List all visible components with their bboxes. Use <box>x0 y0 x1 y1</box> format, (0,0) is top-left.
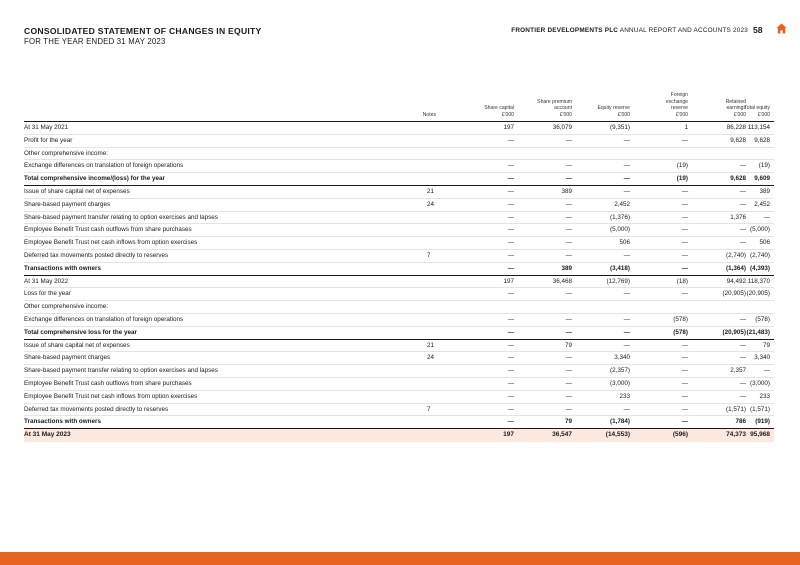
row-value: — <box>507 354 514 362</box>
row-value: — <box>565 200 572 208</box>
row-value: (12,769) <box>606 277 630 285</box>
row-label: Total comprehensive loss for the year <box>24 328 137 336</box>
row-value: — <box>565 379 572 387</box>
row-value: 389 <box>759 187 770 195</box>
table-row <box>24 429 774 442</box>
row-value: — <box>739 162 746 170</box>
row-value: — <box>681 200 688 208</box>
table-row <box>24 199 774 212</box>
row-value: 113,154 <box>747 124 770 131</box>
row-note: 7 <box>427 251 431 259</box>
table-row <box>24 314 774 327</box>
row-value: — <box>739 200 746 208</box>
row-note: 21 <box>427 187 435 195</box>
row-value: — <box>565 392 572 400</box>
table-row <box>24 122 774 135</box>
row-value: — <box>739 392 746 400</box>
table-row <box>24 160 774 173</box>
row-value: (18) <box>676 277 688 285</box>
col-header-line: £'000 <box>757 111 770 118</box>
table-row <box>24 327 774 340</box>
row-value: 2,452 <box>754 200 770 208</box>
col-header-line: Foreign <box>670 92 688 99</box>
row-value: — <box>507 315 514 323</box>
row-label: Total comprehensive income/(loss) for the year <box>24 175 165 183</box>
row-value: — <box>681 418 688 426</box>
row-value: 79 <box>564 341 572 349</box>
row-value: — <box>565 226 572 234</box>
row-value: — <box>739 239 746 247</box>
row-value: — <box>681 187 688 195</box>
row-value: (596) <box>672 431 688 439</box>
row-value: — <box>507 379 514 387</box>
row-value: — <box>739 354 746 362</box>
row-value: — <box>681 239 688 247</box>
row-value: (1,571) <box>750 405 770 413</box>
row-label: Other comprehensive income: <box>24 303 108 311</box>
row-value: — <box>565 290 572 298</box>
row-value: — <box>565 175 572 183</box>
table-row <box>24 237 774 250</box>
row-value: — <box>623 251 630 259</box>
col-header-line: Retained <box>725 98 746 105</box>
table-row <box>24 365 774 378</box>
row-value: 94,492 <box>726 277 746 285</box>
table-row <box>24 378 774 391</box>
row-label: Deferred tax movements posted directly to reserves <box>24 405 169 413</box>
row-value: 36,079 <box>552 124 572 131</box>
row-value: — <box>623 136 630 144</box>
col-header-line: account <box>554 105 572 112</box>
row-label: Employee Benefit Trust cash outflows from share purchases <box>24 379 192 387</box>
row-value: 1 <box>684 124 688 131</box>
table-row <box>24 352 774 365</box>
row-value: 3,340 <box>754 354 770 362</box>
row-value: (20,905) <box>722 290 746 298</box>
row-value: (2,740) <box>750 251 770 259</box>
row-value: — <box>623 187 630 195</box>
row-value: — <box>681 213 688 221</box>
row-label: Loss for the year <box>24 290 71 298</box>
table-row <box>24 224 774 237</box>
row-value: — <box>681 341 688 349</box>
row-value: 9,628 <box>730 136 746 144</box>
row-value: — <box>681 392 688 400</box>
home-icon[interactable] <box>776 23 787 34</box>
row-value: — <box>681 379 688 387</box>
row-value: 118,370 <box>747 277 770 285</box>
row-value: — <box>565 405 572 413</box>
row-note: 7 <box>427 405 431 413</box>
row-label: Issue of share capital net of expenses <box>24 187 130 195</box>
row-value: — <box>623 315 630 323</box>
row-note: 24 <box>427 354 435 362</box>
row-value: — <box>681 405 688 413</box>
row-value: — <box>623 290 630 298</box>
report-running-header <box>511 27 748 34</box>
row-value: — <box>739 341 746 349</box>
row-value: (1,364) <box>726 264 746 272</box>
row-value: — <box>507 418 514 426</box>
row-value: 86,228 <box>726 124 746 131</box>
col-header-fx-reserve <box>630 92 688 118</box>
table-row <box>24 288 774 301</box>
row-value: (919) <box>755 418 770 426</box>
row-value: — <box>623 341 630 349</box>
company-name: FRONTIER DEVELOPMENTS PLC <box>511 27 619 34</box>
row-label: Issue of share capital net of expenses <box>24 341 130 349</box>
col-header-line: Notes <box>422 111 436 118</box>
row-value: — <box>565 213 572 221</box>
row-value: — <box>507 290 514 298</box>
col-header-line: £'000 <box>559 111 572 118</box>
row-value: 74,373 <box>726 431 746 439</box>
row-value: 3,340 <box>614 354 630 362</box>
col-header-total-equity <box>714 105 770 118</box>
row-value: 36,547 <box>552 431 572 439</box>
row-label: Exchange differences on translation of foreign operations <box>24 162 184 170</box>
row-label: Deferred tax movements posted directly to reserves <box>24 251 169 259</box>
row-value: — <box>507 341 514 349</box>
row-label: Transactions with owners <box>24 264 101 272</box>
row-value: 9,628 <box>754 136 770 144</box>
row-value: — <box>681 367 688 375</box>
table-row <box>24 212 774 225</box>
row-value: (2,740) <box>726 251 746 259</box>
table-row <box>24 186 774 199</box>
row-value: 79 <box>564 418 572 426</box>
equity-statement-table <box>24 82 774 442</box>
row-value: 506 <box>759 239 770 247</box>
col-header-line: Total equity <box>744 105 770 112</box>
table-row <box>24 148 774 161</box>
row-value: — <box>739 187 746 195</box>
col-header-line: Share capital <box>484 105 514 112</box>
page-number: 58 <box>753 25 763 35</box>
row-value: — <box>739 379 746 387</box>
row-value: (9,351) <box>610 124 630 131</box>
col-header-line: reserve <box>671 105 688 112</box>
row-value: (19) <box>676 175 688 183</box>
row-value: — <box>507 328 514 336</box>
row-value: — <box>739 315 746 323</box>
table-row <box>24 340 774 353</box>
page-subtitle: FOR THE YEAR ENDED 31 MAY 2023 <box>24 37 166 46</box>
row-label: At 31 May 2023 <box>24 431 71 439</box>
table-row <box>24 263 774 276</box>
row-value: — <box>565 136 572 144</box>
row-value: (3,000) <box>750 379 770 387</box>
row-value: 2,357 <box>730 367 746 375</box>
row-value: (5,000) <box>750 226 770 234</box>
row-value: — <box>681 136 688 144</box>
row-value: — <box>623 328 630 336</box>
table-row <box>24 276 774 289</box>
col-header-notes <box>404 112 436 118</box>
row-value: — <box>507 251 514 259</box>
row-value: 389 <box>561 187 572 195</box>
row-value: — <box>507 175 514 183</box>
table-body <box>24 122 774 442</box>
row-label: At 31 May 2021 <box>24 124 69 131</box>
row-value: — <box>507 392 514 400</box>
row-value: 506 <box>619 239 630 247</box>
row-value: — <box>623 405 630 413</box>
row-value: 197 <box>503 431 514 439</box>
row-value: — <box>507 200 514 208</box>
row-label: Share-based payment charges <box>24 200 111 208</box>
row-value: — <box>681 251 688 259</box>
row-label: Employee Benefit Trust net cash inflows from option exercises <box>24 392 198 400</box>
row-label: Other comprehensive income: <box>24 149 108 157</box>
row-value: — <box>565 162 572 170</box>
row-value: (3,418) <box>610 264 630 272</box>
row-value: (578) <box>755 315 770 323</box>
row-value: — <box>681 264 688 272</box>
col-header-line: £'000 <box>501 111 514 118</box>
row-value: 36,468 <box>552 277 572 285</box>
table-row <box>24 416 774 429</box>
row-value: (3,000) <box>610 379 630 387</box>
report-name: ANNUAL REPORT AND ACCOUNTS 2023 <box>618 27 748 34</box>
row-note: 21 <box>427 341 435 349</box>
row-value: (1,784) <box>610 418 630 426</box>
row-value: 197 <box>503 277 514 285</box>
page-title: CONSOLIDATED STATEMENT OF CHANGES IN EQUITY <box>24 26 262 36</box>
row-label: Share-based payment transfer relating to option exercises and lapses <box>24 367 218 375</box>
row-value: — <box>565 251 572 259</box>
table-row <box>24 391 774 404</box>
row-value: 233 <box>759 392 770 400</box>
row-value: (578) <box>673 328 688 336</box>
row-value: — <box>565 315 572 323</box>
row-value: — <box>507 187 514 195</box>
row-value: — <box>565 367 572 375</box>
row-value: 786 <box>735 418 746 426</box>
table-row <box>24 404 774 417</box>
col-header-line: exchange <box>665 98 688 105</box>
row-label: Exchange differences on translation of foreign operations <box>24 315 184 323</box>
table-row <box>24 301 774 314</box>
row-value: — <box>507 136 514 144</box>
row-value: (1,571) <box>726 405 746 413</box>
row-label: Employee Benefit Trust net cash inflows from option exercises <box>24 239 198 247</box>
row-value: (4,393) <box>750 264 770 272</box>
row-value: (20,905) <box>722 328 746 336</box>
row-value: 1,376 <box>730 213 746 221</box>
col-header-share-premium <box>514 99 572 118</box>
row-value: 9,609 <box>754 175 770 183</box>
row-value: 233 <box>619 392 630 400</box>
row-value: (14,553) <box>605 431 630 439</box>
footer-accent-bar <box>0 552 800 565</box>
row-note: 24 <box>427 200 435 208</box>
row-label: Employee Benefit Trust cash outflows from share purchases <box>24 226 192 234</box>
col-header-line: £'000 <box>733 111 746 118</box>
table-row <box>24 135 774 148</box>
row-value: — <box>507 239 514 247</box>
row-value: (19) <box>676 162 688 170</box>
row-value: — <box>681 354 688 362</box>
row-value: — <box>565 328 572 336</box>
row-value: — <box>739 226 746 234</box>
table-row <box>24 250 774 263</box>
row-value: — <box>507 213 514 221</box>
row-value: (20,905) <box>746 290 770 298</box>
row-label: Share-based payment charges <box>24 354 111 362</box>
row-value: 79 <box>762 341 770 349</box>
row-value: — <box>565 354 572 362</box>
col-header-share-capital <box>456 105 514 118</box>
row-label: Share-based payment transfer relating to option exercises and lapses <box>24 213 218 221</box>
row-value: — <box>565 239 572 247</box>
row-value: (1,376) <box>610 213 630 221</box>
row-value: 95,968 <box>750 431 770 439</box>
row-value: (21,483) <box>746 328 770 336</box>
row-value: 9,628 <box>730 175 746 183</box>
row-value: — <box>507 367 514 375</box>
row-value: — <box>623 162 630 170</box>
row-value: — <box>507 226 514 234</box>
row-value: — <box>763 213 770 221</box>
row-value: (578) <box>673 315 688 323</box>
row-label: At 31 May 2022 <box>24 277 69 285</box>
row-value: (19) <box>758 162 770 170</box>
row-value: (5,000) <box>610 226 630 234</box>
col-header-line: £'000 <box>675 111 688 118</box>
row-value: — <box>507 162 514 170</box>
row-value: 2,452 <box>614 200 630 208</box>
col-header-equity-reserve <box>572 105 630 118</box>
table-row <box>24 173 774 186</box>
row-value: 389 <box>561 264 572 272</box>
table-header <box>24 82 774 122</box>
row-value: — <box>763 367 770 375</box>
col-header-line: £'000 <box>617 111 630 118</box>
row-value: — <box>507 405 514 413</box>
row-value: — <box>507 264 514 272</box>
col-header-line: Share premium <box>537 98 572 105</box>
row-value: (2,357) <box>610 367 630 375</box>
col-header-line: earnings <box>726 105 746 112</box>
row-label: Transactions with owners <box>24 418 101 426</box>
row-value: — <box>623 175 630 183</box>
row-value: 197 <box>503 124 514 131</box>
row-label: Profit for the year <box>24 136 73 144</box>
row-value: — <box>681 290 688 298</box>
row-value: — <box>681 226 688 234</box>
col-header-line: Equity reserve <box>597 105 630 112</box>
